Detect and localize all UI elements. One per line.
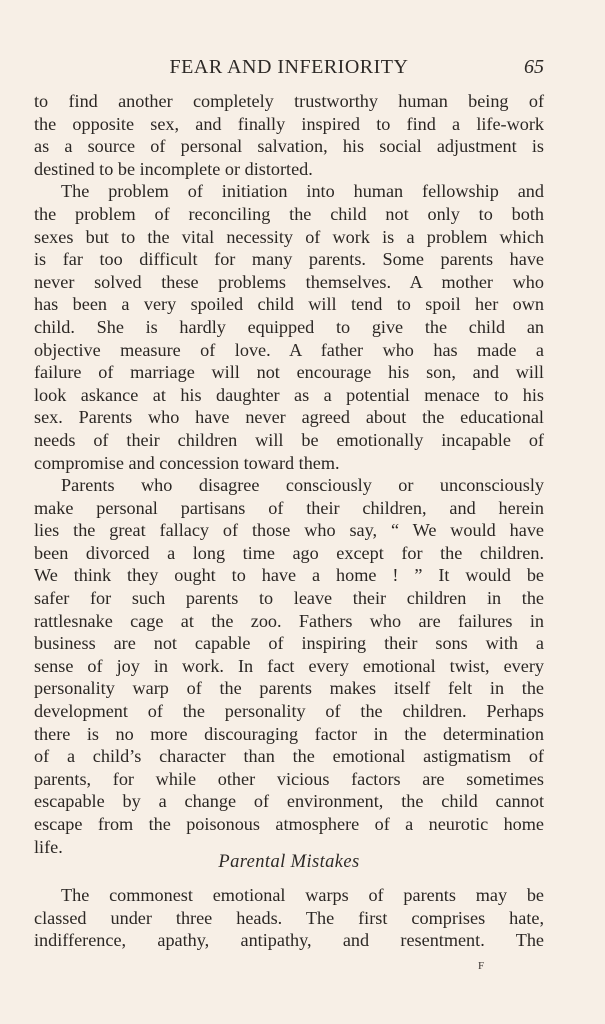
body-text (34, 90, 544, 858)
text-line: look askance at his daughter as a potential menace to his (34, 384, 544, 405)
text-line: business are not capable of inspiring their sons with a (34, 633, 544, 654)
text-line: has been a very spoiled child will tend to spoil her own (34, 294, 544, 315)
text-line: rattlesnake cage at the zoo. Fathers who are failures in (34, 610, 544, 631)
text-line: We think they ought to have a home ! ” It would be (34, 565, 544, 586)
text-line: destined to be incomplete or distorted. (34, 158, 313, 179)
text-line: to find another completely trustworthy human being of (34, 91, 544, 111)
text-line: sense of joy in work. In fact every emotional twist, every (34, 655, 544, 676)
text-line: personality warp of the parents makes itself felt in the (34, 678, 544, 699)
text-line: is far too difficult for many parents. Some parents have (34, 249, 544, 270)
text-line: never solved these problems themselves. A mother who (34, 271, 544, 292)
signature-mark: F (478, 960, 485, 972)
text-line: failure of marriage will not encourage his son, and will (34, 362, 544, 383)
text-line: Parents who disagree consciously or unconsciously (61, 475, 544, 496)
text-line: child. She is hardly equipped to give the child an (34, 316, 544, 337)
text-line: sex. Parents who have never agreed about the educational (34, 407, 544, 428)
page-number: 65 (524, 56, 544, 78)
text-line: development of the personality of the children. Perhaps (34, 701, 544, 722)
text-line: the opposite sex, and finally inspired to find a life-work (34, 113, 544, 134)
text-line: indifference, apathy, antipathy, and resentment. The (34, 930, 544, 951)
running-head (34, 56, 544, 84)
text-line: needs of their children will be emotionally incapable of (34, 429, 544, 450)
text-line: objective measure of love. A father who has made a (34, 339, 544, 360)
text-line: as a source of personal salvation, his social adjustment is (34, 136, 544, 157)
text-line: sexes but to the vital necessity of work is a problem which (34, 226, 544, 247)
text-line: The problem of initiation into human fellowship and (61, 181, 544, 202)
text-line: there is no more discouraging factor in the determination (34, 723, 544, 744)
text-line: the problem of reconciling the child not only to both (34, 203, 544, 224)
text-line: classed under three heads. The first comprises hate, (34, 907, 544, 928)
section-heading: Parental Mistakes (218, 852, 360, 872)
text-line: escapable by a change of environment, the child cannot (34, 791, 544, 812)
text-line: been divorced a long time ago except for the children. (34, 542, 544, 563)
text-line: compromise and concession toward them. (34, 452, 340, 473)
text-line: The commonest emotional warps of parents may be (61, 885, 544, 905)
text-line: of a child’s character than the emotional astigmatism of (34, 746, 544, 767)
text-line: life. (34, 836, 63, 857)
text-line: escape from the poisonous atmosphere of a neurotic home (34, 814, 544, 834)
text-line: lies the great fallacy of those who say, “ We would have (34, 520, 544, 541)
section-body-text (34, 884, 544, 952)
text-line: make personal partisans of their children, and herein (34, 497, 544, 518)
text-line: safer for such parents to leave their children in the (34, 588, 544, 609)
text-line: parents, for while other vicious factors are sometimes (34, 768, 544, 789)
running-title: FEAR AND INFERIORITY (169, 56, 409, 78)
